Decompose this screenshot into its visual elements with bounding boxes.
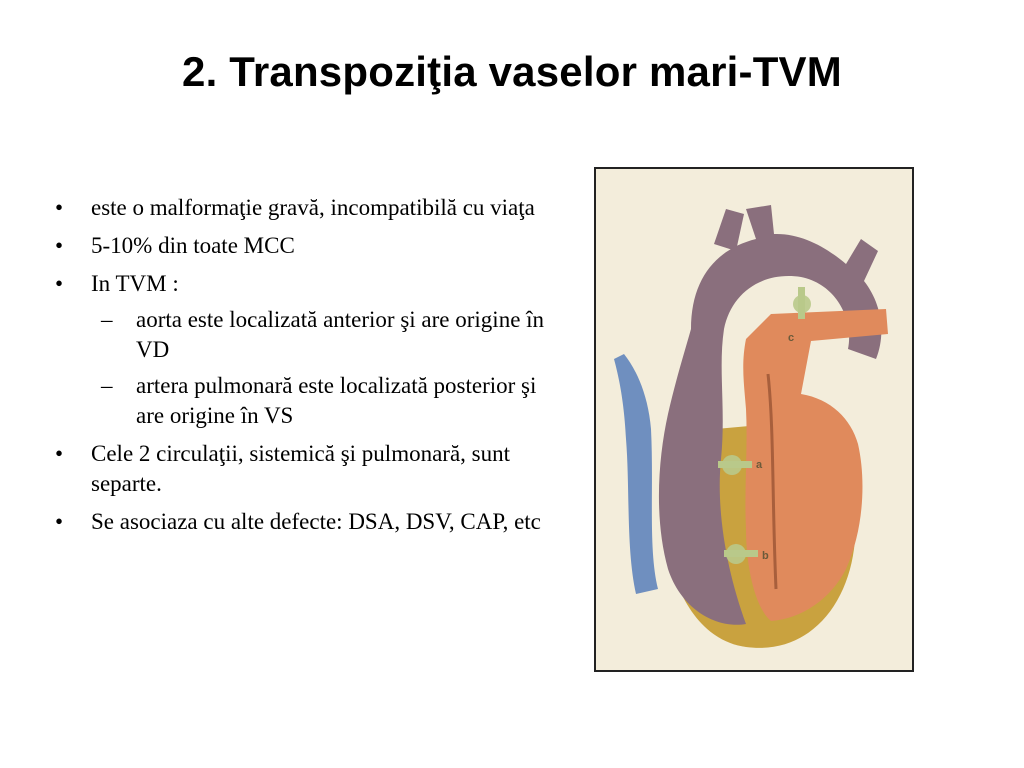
bullet-dot: • <box>55 195 64 220</box>
arrow-b <box>724 550 758 557</box>
vena-cava-shape <box>614 354 658 594</box>
bullet-item <box>55 439 555 499</box>
heart-diagram-figure <box>594 167 914 672</box>
bullet-content <box>55 193 555 545</box>
arrow-a <box>718 461 752 468</box>
sub-bullet-item <box>91 305 555 365</box>
bullet-item <box>55 269 555 431</box>
bullet-text: Se asociaza cu alte defecte: DSA, DSV, CAP, etc <box>91 509 541 534</box>
pulmonary-left-heart-shape <box>743 309 888 621</box>
bullet-item <box>55 193 555 223</box>
slide-title: 2. Transpoziţia vaselor mari-TVM <box>182 48 842 95</box>
bullet-dot: • <box>55 509 64 534</box>
bullet-text: In TVM : <box>91 271 179 296</box>
bullet-item <box>55 231 555 261</box>
label-a: a <box>756 459 763 471</box>
sub-bullet-list <box>91 305 555 431</box>
label-b: b <box>762 550 769 562</box>
heart-diagram <box>596 169 912 670</box>
bullet-text: este o malformaţie gravă, incompatibilă cu viaţa <box>91 195 535 220</box>
bullet-dot: • <box>55 271 64 296</box>
sub-bullet-dash: – <box>101 373 113 398</box>
bullet-text: 5-10% din toate MCC <box>91 233 295 258</box>
arrow-c <box>798 287 805 319</box>
sub-bullet-dash: – <box>101 307 113 332</box>
bullet-text: Cele 2 circulaţii, sistemică şi pulmonară, sunt separte. <box>91 441 511 496</box>
bullet-item <box>55 507 555 537</box>
label-c: c <box>788 332 795 344</box>
bullet-dot: • <box>55 441 64 466</box>
sub-bullet-text: artera pulmonară este localizată posterior şi are origine în VS <box>136 373 537 428</box>
bullet-list <box>55 193 555 537</box>
sub-bullet-text: aorta este localizată anterior şi are origine în VD <box>136 307 545 362</box>
sub-bullet-item <box>91 371 555 431</box>
bullet-dot: • <box>55 233 64 258</box>
